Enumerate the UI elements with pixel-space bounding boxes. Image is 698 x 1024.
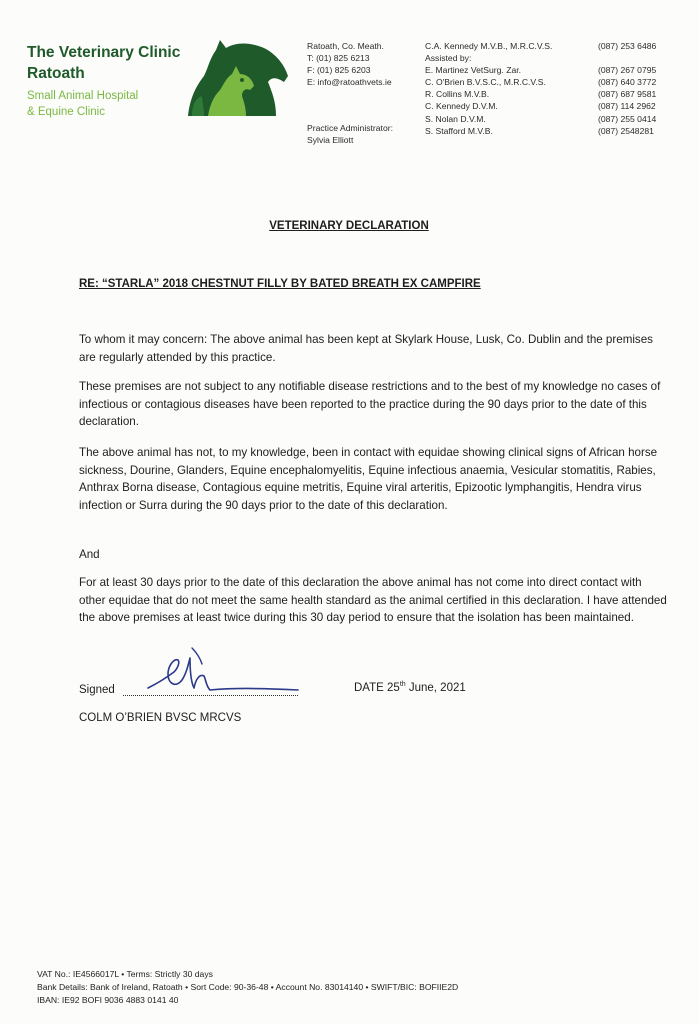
phone-line: T: (01) 825 6213	[307, 53, 370, 64]
phone-item	[598, 52, 656, 64]
date-suffix: th	[399, 681, 406, 688]
phone-item: (087) 114 2962	[598, 101, 656, 112]
vet-item: S. Nolan D.V.M.	[425, 113, 486, 124]
paragraph: To whom it may concern: The above animal has been kept at Skylark House, Lusk, Co. Dublin and the premises are regularly attended by this practice.	[79, 333, 653, 364]
phone-item: (087) 255 0414	[598, 113, 657, 124]
document-title: VETERINARY DECLARATION	[269, 220, 429, 232]
phone-item: (087) 253 6486	[598, 41, 657, 51]
vet-item: E. Martinez VetSurg. Zar.	[425, 65, 522, 76]
clinic-name-line1: The Veterinary Clinic	[27, 44, 181, 61]
vets-list	[425, 40, 552, 137]
paragraph: These premises are not subject to any notifiable disease restrictions and to the best of my knowledge no cases of infectious or contagious diseases have been reported to the practice during the 90 days prior to the date of this declaration.	[79, 380, 661, 429]
horse-dog-logo-icon	[180, 38, 292, 118]
clinic-subtitle-line1: Small Animal Hospital	[27, 90, 139, 102]
address-line: Ratoath, Co. Meath.	[307, 41, 384, 51]
fax-line: F: (01) 825 6203	[307, 65, 371, 76]
clinic-subtitle-line2: & Equine Clinic	[27, 106, 105, 118]
practice-admin-block	[307, 122, 393, 146]
admin-label: Practice Administrator:	[307, 123, 393, 133]
phone-item: (087) 640 3772	[598, 77, 657, 88]
footer-bank-line: Bank Details: Bank of Ireland, Ratoath • Sort Code: 90-36-48 • Account No. 83014140 • SWIFT/BIC: BOFIIE2D	[37, 982, 459, 993]
admin-name: Sylvia Elliott	[307, 135, 354, 146]
footer-vat-line: VAT No.: IE4566017L • Terms: Strictly 30 days	[37, 969, 213, 979]
vets-phones	[598, 40, 656, 137]
vet-item: C.A. Kennedy M.V.B., M.R.C.V.S.	[425, 41, 553, 51]
phone-item: (087) 267 0795	[598, 65, 657, 76]
clinic-name	[27, 42, 180, 84]
declaration-date	[354, 681, 466, 694]
paragraph: For at least 30 days prior to the date of this declaration the above animal has not come into direct contact with other equidae that do not meet the same health standard as the animal certified in this declaration. I have attended the above premises at least twice during this 30 day period to ensure that the isolation has been maintained.	[79, 576, 667, 625]
vet-item: Assisted by:	[425, 53, 472, 64]
clinic-address-block	[307, 40, 392, 88]
date-prefix: DATE 25	[354, 681, 400, 694]
signatory-name: COLM O’BRIEN BVSC MRCVS	[79, 712, 242, 724]
signed-label: Signed	[79, 684, 115, 696]
footer	[37, 968, 458, 1008]
vet-item: C. Kennedy D.V.M.	[425, 101, 498, 112]
phone-item: (087) 2548281	[598, 125, 654, 136]
vet-item: C. O'Brien B.V.S.C., M.R.C.V.S.	[425, 77, 546, 88]
handwritten-signature	[140, 644, 300, 700]
paragraph: The above animal has not, to my knowledge, been in contact with equidae showing clinical signs of African horse sickness, Dourine, Glanders, Equine encephalomyelitis, Equine infectious anaemia, Vesicular stomatitis, Rabies, Anthrax Borna disease, Contagious equine metritis, Equine viral arteritis, Epizootic lymphangitis, Hendra virus infection or Surra during the 90 days prior to the date of this declaration.	[79, 446, 658, 512]
date-rest: June, 2021	[405, 681, 466, 694]
re-line: RE: “STARLA” 2018 CHESTNUT FILLY BY BATED BREATH EX CAMPFIRE	[79, 278, 481, 290]
vet-item: R. Collins M.V.B.	[425, 89, 490, 100]
footer-iban-line: IBAN: IE92 BOFI 9036 4883 0141 40	[37, 995, 179, 1006]
clinic-subtitle	[27, 88, 138, 120]
vet-item: S. Stafford M.V.B.	[425, 125, 493, 136]
clinic-name-line2: Ratoath	[27, 65, 85, 82]
paragraph-and: And	[79, 548, 100, 561]
email-line: E: info@ratoathvets.ie	[307, 77, 392, 88]
phone-item: (087) 687 9581	[598, 89, 657, 100]
